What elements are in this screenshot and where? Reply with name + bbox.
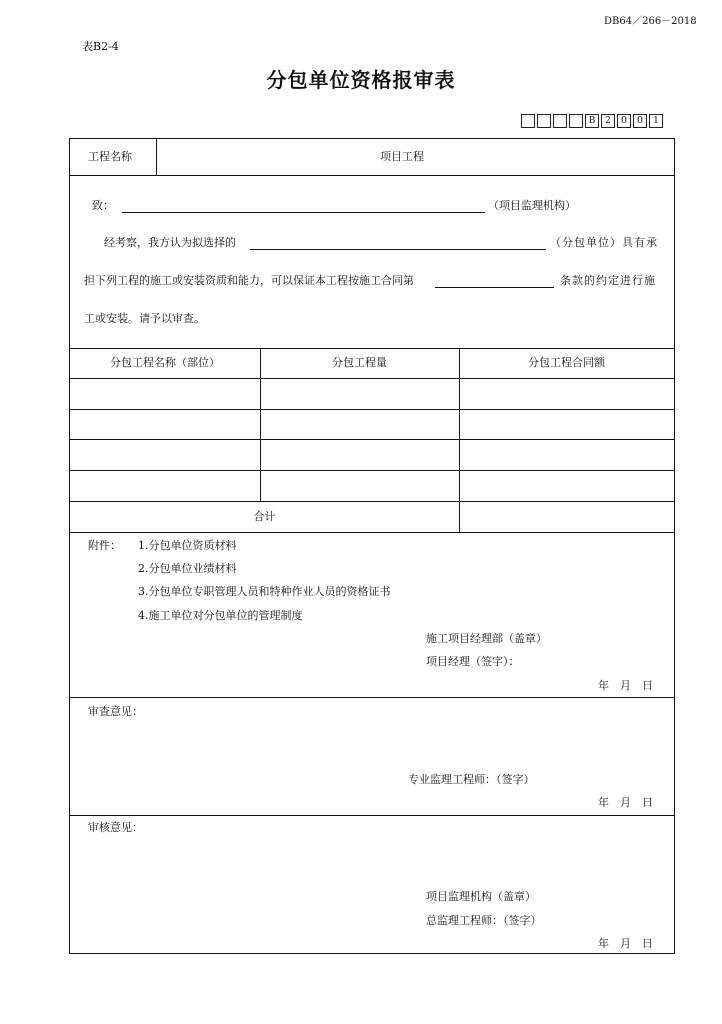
total-label: 合计: [253, 510, 276, 523]
attachments-date[interactable]: 年 月 日: [598, 679, 653, 692]
serial-box: B: [585, 114, 599, 128]
table-cell[interactable]: [459, 440, 674, 470]
table-cell[interactable]: [70, 440, 260, 470]
divider: [70, 532, 674, 533]
to-suffix: （项目监理机构）: [488, 199, 576, 212]
divider: [70, 175, 674, 176]
subcontractor-field[interactable]: [250, 249, 546, 250]
project-manager-signature[interactable]: 项目经理（签字）：: [426, 655, 520, 668]
serial-box[interactable]: [569, 114, 583, 128]
standard-code: DB64／266－2018: [604, 16, 697, 27]
table-cell[interactable]: [260, 410, 459, 440]
approval-label: 审核意见：: [88, 821, 143, 834]
review-date[interactable]: 年 月 日: [598, 796, 653, 809]
table-cell[interactable]: [459, 379, 674, 409]
supervision-org-seal: 项目监理机构（盖章）: [426, 890, 536, 903]
letter-line-1: 经考察，我方认为拟选择的: [104, 236, 236, 249]
divider: [70, 697, 674, 698]
table-cell[interactable]: [70, 379, 260, 409]
attachment-item: 4.施工单位对分包单位的管理制度: [138, 609, 303, 622]
column-header: 分包工程合同额: [528, 356, 605, 369]
project-name-label: 工程名称: [88, 150, 132, 163]
serial-box[interactable]: [521, 114, 535, 128]
letter-line-2-suffix: 条款的约定进行施: [560, 274, 656, 287]
form-table: [69, 138, 675, 954]
approval-date[interactable]: 年 月 日: [598, 937, 653, 950]
review-label: 审查意见：: [88, 705, 143, 718]
serial-box: 2: [601, 114, 615, 128]
supervising-engineer-signature[interactable]: 专业监理工程师：（签字）: [408, 773, 535, 786]
attachment-item: 2.分包单位业绩材料: [138, 562, 237, 575]
table-cell[interactable]: [459, 471, 674, 501]
letter-line-3: 工或安装。请予以审查。: [84, 312, 205, 325]
table-cell[interactable]: [70, 410, 260, 440]
divider: [70, 815, 674, 816]
chief-engineer-signature[interactable]: 总监理工程师：（签字）: [426, 914, 542, 927]
total-value[interactable]: [459, 502, 674, 532]
serial-box: 0: [633, 114, 647, 128]
attachment-item: 1.分包单位资质材料: [138, 539, 237, 552]
serial-box[interactable]: [537, 114, 551, 128]
table-cell[interactable]: [70, 471, 260, 501]
serial-box: 0: [617, 114, 631, 128]
table-cell[interactable]: [459, 410, 674, 440]
divider: [156, 139, 157, 175]
construction-dept-seal: 施工项目经理部（盖章）: [426, 632, 547, 645]
to-label: 致：: [92, 199, 114, 212]
letter-line-1-suffix: （分包单位）具有承: [550, 236, 658, 249]
column-header: 分包工程名称（部位）: [110, 356, 220, 369]
table-cell[interactable]: [260, 379, 459, 409]
divider: [70, 348, 674, 349]
table-cell[interactable]: [260, 440, 459, 470]
contract-clause-field[interactable]: [435, 287, 554, 288]
table-cell[interactable]: [260, 471, 459, 501]
column-header: 分包工程量: [332, 356, 387, 369]
table-number: 表B2-4: [82, 40, 119, 53]
attachment-item: 3.分包单位专职管理人员和特种作业人员的资格证书: [138, 585, 391, 598]
serial-box[interactable]: [553, 114, 567, 128]
letter-line-2: 担下列工程的施工或安装资质和能力，可以保证本工程按施工合同第: [84, 274, 414, 287]
to-recipient-field[interactable]: [122, 212, 485, 213]
project-name-value[interactable]: 项目工程: [380, 150, 424, 163]
serial-number-boxes: [521, 114, 665, 128]
attachments-label: 附件：: [88, 539, 121, 552]
serial-box: 1: [649, 114, 663, 128]
page-title: 分包单位资格报审表: [266, 68, 456, 92]
